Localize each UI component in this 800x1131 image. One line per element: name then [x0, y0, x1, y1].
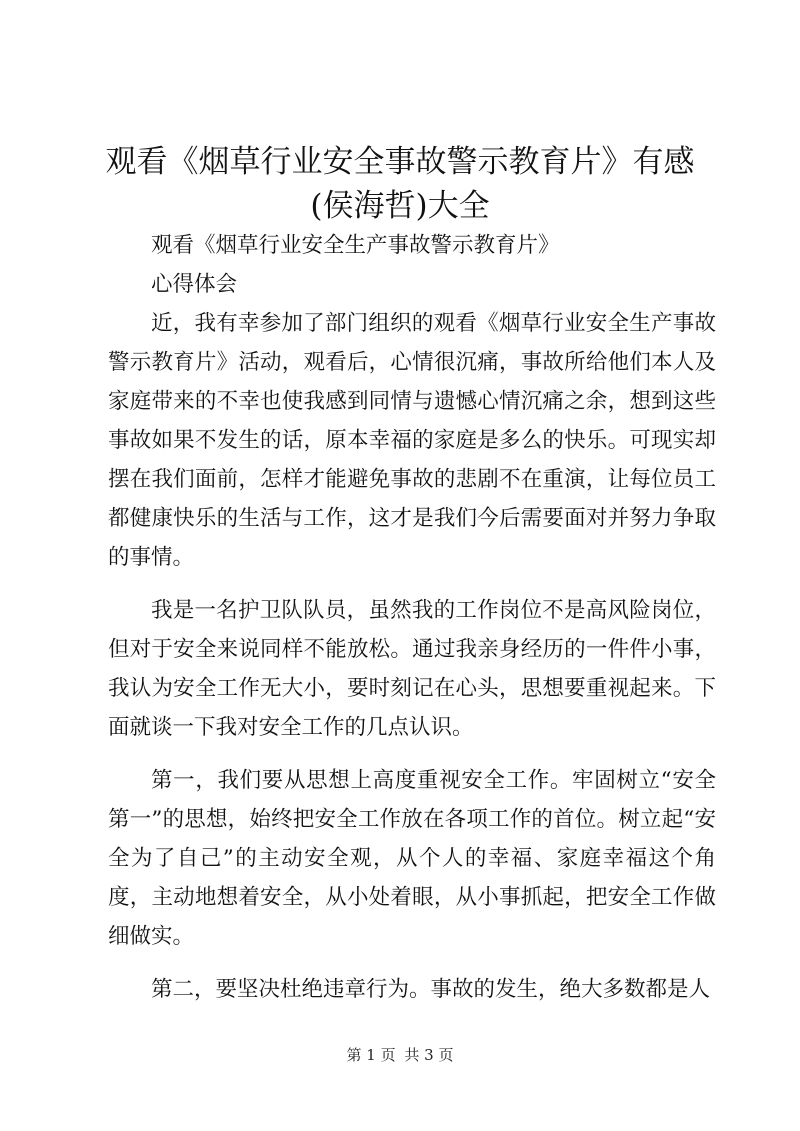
page-number: 第 1 页 — [346, 1046, 396, 1064]
page-footer — [0, 1045, 800, 1065]
body-paragraph: 我是一名护卫队队员，虽然我的工作岗位不是高风险岗位，但对于安全来说同样不能放松。通过我亲身经历的一件件小事，我认为安全工作无大小，要时刻记在心头，思想要重视起来。下面就谈一下我对安全工作的几点认识。 — [108, 598, 716, 740]
body-paragraph: 近，我有幸参加了部门组织的观看《烟草行业安全生产事故警示教育片》活动，观看后，心情很沉痛，事故所给他们本人及家庭带来的不幸也使我感到同情与遗憾心情沉痛之余，想到这些事故如果不发生的话，原本幸福的家庭是多么的快乐。可现实却摆在我们面前，怎样才能避免事故的悲剧不在重演，让每位员工都健康快乐的生活与工作，这才是我们今后需要面对并努力争取的事情。 — [108, 311, 716, 570]
title-line-1: 观看《烟草行业安全事故警示教育片》有感 — [105, 144, 695, 180]
title-line-2: (侯海哲)大全 — [310, 188, 490, 224]
body-paragraph: 第一，我们要从思想上高度重视安全工作。牢固树立“安全第一”的思想，始终把安全工作放在各项工作的首位。树立起“安全为了自己”的主动安全观，从个人的幸福、家庭幸福这个角度，主动地想着安全，从小处着眼，从小事抓起，把安全工作做细做实。 — [108, 768, 716, 949]
page-total: 共 3 页 — [404, 1046, 454, 1064]
subtitle-paragraph: 观看《烟草行业安全生产事故警示教育片》 — [151, 233, 560, 258]
document-title — [100, 140, 700, 228]
subtitle-paragraph-2: 心得体会 — [151, 272, 238, 297]
document-body — [108, 226, 716, 1009]
body-paragraph: 第二，要坚决杜绝违章行为。事故的发生，绝大多数都是人 — [151, 977, 711, 1002]
